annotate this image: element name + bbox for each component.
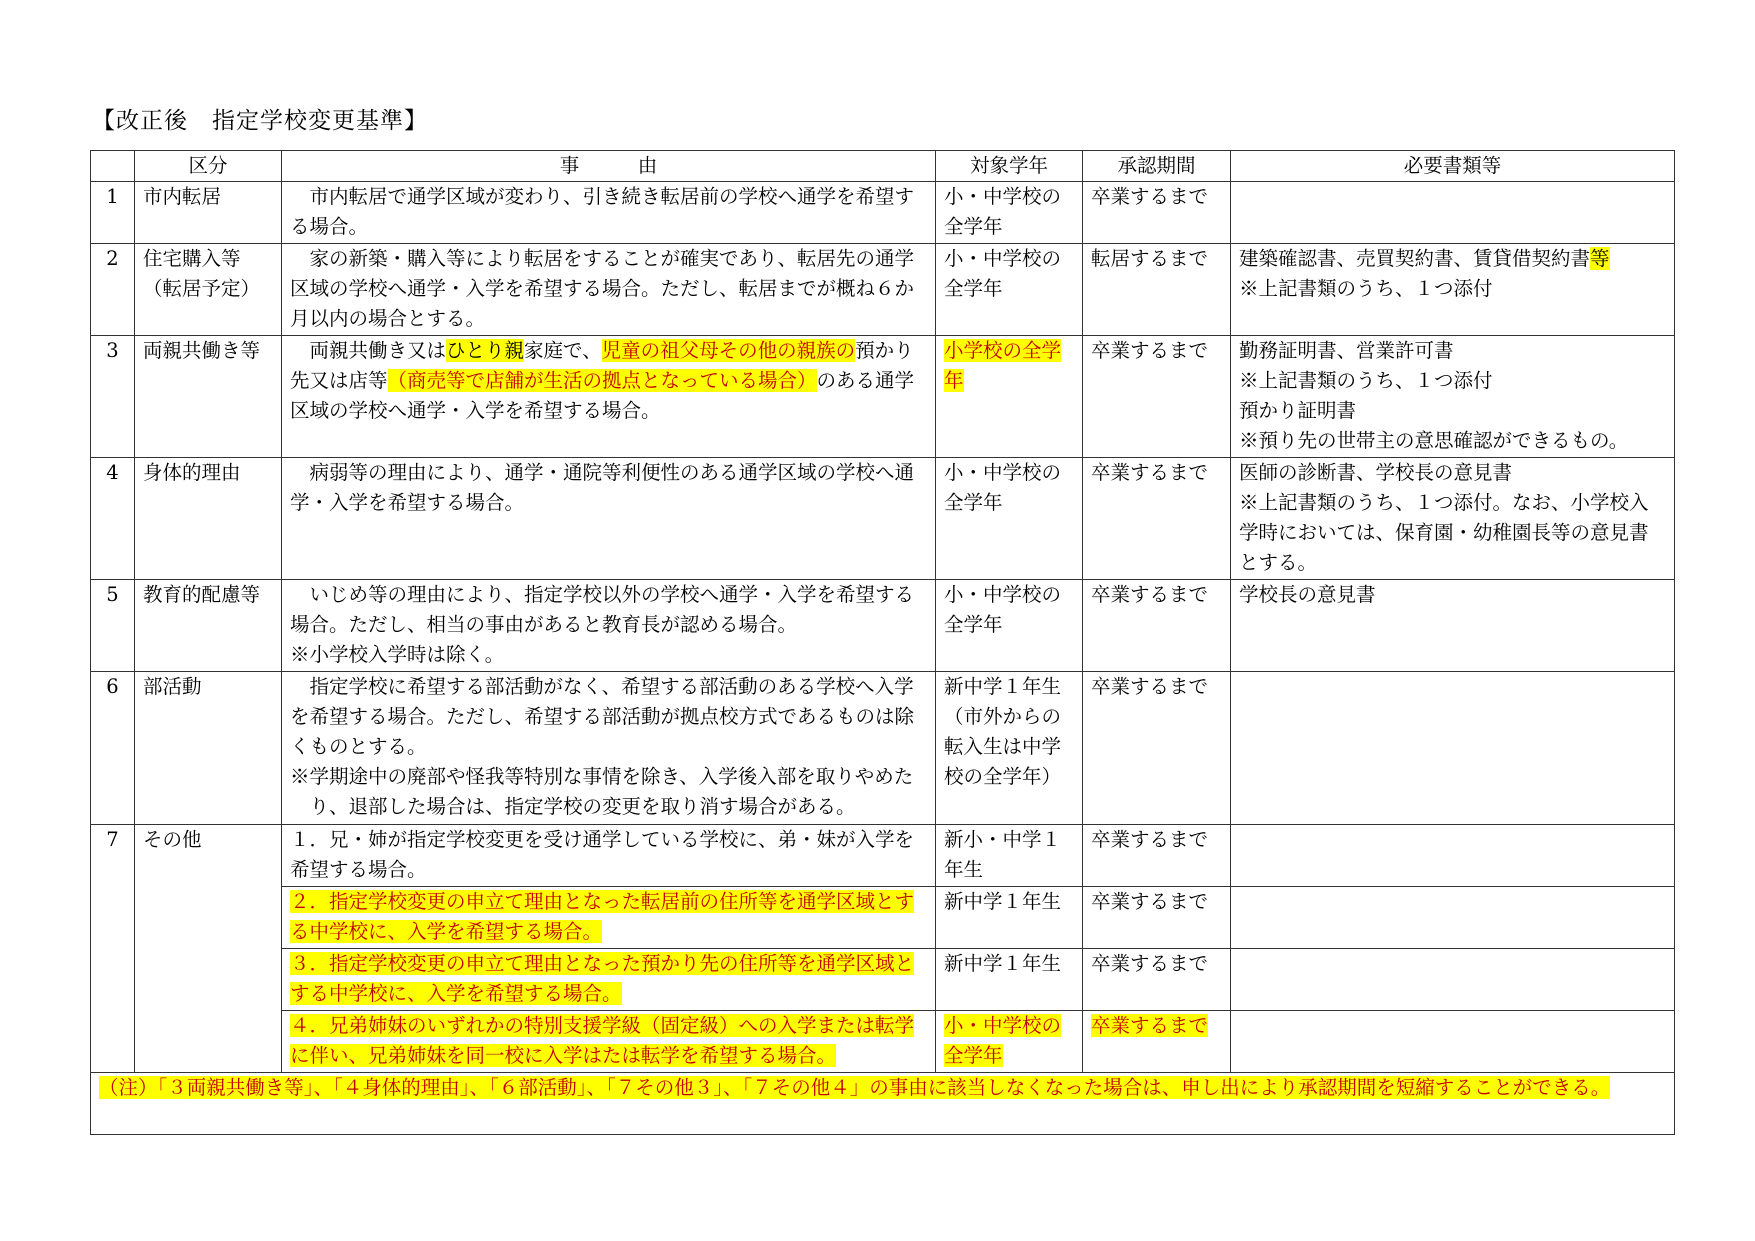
- docs-cell: [1231, 336, 1675, 458]
- reason-text: [290, 336, 927, 426]
- docs-note: ※上記書類のうち、１つ添付: [1239, 277, 1493, 300]
- docs-cell: [1231, 1011, 1675, 1073]
- grade-cell: 新中学１年生: [936, 887, 1083, 949]
- grade-cell: 新中学１年生: [936, 949, 1083, 1011]
- row-number: 5: [91, 580, 135, 672]
- docs-note: ※上記書類のうち、１つ添付。なお、小学校入学時においては、保育園・幼稚園長等の意見書とする。: [1239, 491, 1649, 574]
- reason-cell: [282, 1011, 936, 1073]
- reason-cell: [282, 887, 936, 949]
- category-cell: [135, 244, 282, 336]
- reason-highlight: ３．指定学校変更の申立て理由となった預かり先の住所等を通学区域とする中学校に、入学を希望する場合。: [290, 952, 915, 1005]
- school-change-criteria-table: [90, 150, 1675, 1135]
- docs-cell: [1231, 825, 1675, 887]
- grade-cell: 小・中学校の全学年: [936, 244, 1083, 336]
- period-cell: 転居するまで: [1083, 244, 1231, 336]
- docs-cell: [1231, 458, 1675, 580]
- table-row-4: [91, 458, 1675, 580]
- reason-cell: [282, 672, 936, 825]
- table-row-3: [91, 336, 1675, 458]
- reason-segment: のある通学区域の学校へ通学・入学を希望する場合。: [290, 369, 915, 422]
- reason-text: １．兄・姉が指定学校変更を受け通学している学校に、弟・妹が入学を希望する場合。: [290, 828, 915, 881]
- row-number: 2: [91, 244, 135, 336]
- grade-cell: 新小・中学１年生: [936, 825, 1083, 887]
- table-row-7-2: [91, 887, 1675, 949]
- table-row-1: [91, 182, 1675, 244]
- header-reason: 事 由: [282, 151, 936, 182]
- period-cell: 卒業するまで: [1083, 949, 1231, 1011]
- header-period: 承認期間: [1083, 151, 1231, 182]
- header-row: [91, 151, 1675, 182]
- row-number: 7: [91, 825, 135, 1073]
- docs-highlight: 等: [1590, 247, 1610, 270]
- docs-note: ※預り先の世帯主の意思確認ができるもの。: [1239, 429, 1629, 452]
- docs-cell: [1231, 949, 1675, 1011]
- category-text: 住宅購入等: [143, 247, 241, 270]
- table-row-7-4: [91, 1011, 1675, 1073]
- category-subtext: （転居予定）: [143, 277, 261, 300]
- grade-highlight: 小・中学校の全学年: [944, 1014, 1062, 1067]
- header-docs: 必要書類等: [1231, 151, 1675, 182]
- grade-highlight: 小学校の全学年: [944, 339, 1062, 392]
- period-cell: 卒業するまで: [1083, 825, 1231, 887]
- docs-note: ※上記書類のうち、１つ添付: [1239, 369, 1493, 392]
- category-cell: 教育的配慮等: [135, 580, 282, 672]
- period-cell: [1083, 1011, 1231, 1073]
- reason-text: いじめ等の理由により、指定学校以外の学校へ通学・入学を希望する場合。ただし、相当の事由があると教育長が認める場合。: [290, 583, 915, 636]
- category-cell: 両親共働き等: [135, 336, 282, 458]
- footnote-row: [91, 1073, 1675, 1135]
- period-cell: 卒業するまで: [1083, 580, 1231, 672]
- table-row-2: [91, 244, 1675, 336]
- period-cell: 卒業するまで: [1083, 336, 1231, 458]
- reason-note: ※学期途中の廃部や怪我等特別な事情を除き、入学後入部を取りやめたり、退部した場合は、指定学校の変更を取り消す場合がある。: [290, 765, 914, 818]
- reason-text: 病弱等の理由により、通学・通院等利便性のある通学区域の学校へ通学・入学を希望する場合。: [290, 461, 915, 514]
- table-row-7: [91, 825, 1675, 887]
- docs-line: 医師の診断書、学校長の意見書: [1239, 461, 1513, 484]
- row-number: 1: [91, 182, 135, 244]
- row-number: 6: [91, 672, 135, 825]
- table-row-6: [91, 672, 1675, 825]
- period-cell: 卒業するまで: [1083, 887, 1231, 949]
- reason-text: 家の新築・購入等により転居をすることが確実であり、転居先の通学区域の学校へ通学・入学を希望する場合。ただし、転居までが概ね６か月以内の場合とする。: [290, 247, 915, 330]
- reason-cell: [282, 580, 936, 672]
- reason-cell: [282, 949, 936, 1011]
- reason-text: 市内転居で通学区域が変わり、引き続き転居前の学校へ通学を希望する場合。: [290, 185, 915, 238]
- table-row-5: [91, 580, 1675, 672]
- reason-highlight: 児童の祖父母その他の親族の: [601, 339, 856, 362]
- reason-segment: 家庭で、: [524, 339, 602, 362]
- category-cell: 部活動: [135, 672, 282, 825]
- period-cell: 卒業するまで: [1083, 182, 1231, 244]
- reason-cell: [282, 244, 936, 336]
- docs-cell: 学校長の意見書: [1231, 580, 1675, 672]
- reason-text: 指定学校に希望する部活動がなく、希望する部活動のある学校へ入学を希望する場合。ただし、希望する部活動が拠点校方式であるものは除くものとする。: [290, 675, 915, 758]
- grade-cell: 小・中学校の全学年: [936, 458, 1083, 580]
- docs-cell: [1231, 887, 1675, 949]
- footnote-cell: [91, 1073, 1675, 1135]
- period-cell: 卒業するまで: [1083, 458, 1231, 580]
- table-row-7-3: [91, 949, 1675, 1011]
- category-cell: 市内転居: [135, 182, 282, 244]
- period-cell: 卒業するまで: [1083, 672, 1231, 825]
- reason-cell: [282, 458, 936, 580]
- footnote-text: （注）「３両親共働き等」、「４身体的理由」、「６部活動」、「７その他３」、「７その他４」の事由に該当しなくなった場合は、申し出により承認期間を短縮することができる。: [99, 1076, 1611, 1099]
- reason-cell: [282, 825, 936, 887]
- reason-highlight: （商売等で店舗が生活の拠点となっている場合）: [387, 369, 817, 392]
- category-cell: その他: [135, 825, 282, 1073]
- docs-line: [1239, 244, 1666, 274]
- docs-line: 預かり証明書: [1239, 399, 1357, 422]
- header-no: [91, 151, 135, 182]
- reason-segment: 預かり先又は店等: [290, 339, 914, 392]
- period-highlight: 卒業するまで: [1091, 1014, 1209, 1037]
- row-number: 4: [91, 458, 135, 580]
- grade-cell: 小・中学校の全学年: [936, 580, 1083, 672]
- reason-highlight: ひとり親: [446, 339, 525, 362]
- document-title: 【改正後 指定学校変更基準】: [92, 108, 428, 134]
- grade-cell: [936, 1011, 1083, 1073]
- docs-cell: [1231, 672, 1675, 825]
- header-category: 区分: [135, 151, 282, 182]
- grade-cell: 小・中学校の全学年: [936, 182, 1083, 244]
- grade-cell: [936, 336, 1083, 458]
- grade-cell: 新中学１年生（市外からの転入生は中学校の全学年）: [936, 672, 1083, 825]
- reason-segment: 両親共働き又は: [309, 339, 447, 362]
- docs-text: 建築確認書、売買契約書、賃貸借契約書: [1239, 247, 1591, 270]
- header-grade: 対象学年: [936, 151, 1083, 182]
- reason-highlight: ２．指定学校変更の申立て理由となった転居前の住所等を通学区域とする中学校に、入学を希望する場合。: [290, 890, 915, 943]
- docs-cell: [1231, 244, 1675, 336]
- reason-cell: [282, 182, 936, 244]
- reason-note: ※小学校入学時は除く。: [290, 643, 505, 666]
- category-cell: 身体的理由: [135, 458, 282, 580]
- docs-line: 勤務証明書、営業許可書: [1239, 339, 1454, 362]
- reason-cell: [282, 336, 936, 458]
- docs-cell: [1231, 182, 1675, 244]
- row-number: 3: [91, 336, 135, 458]
- reason-highlight: ４．兄弟姉妹のいずれかの特別支援学級（固定級）への入学または転学に伴い、兄弟姉妹を同一校に入学はたは転学を希望する場合。: [290, 1014, 915, 1067]
